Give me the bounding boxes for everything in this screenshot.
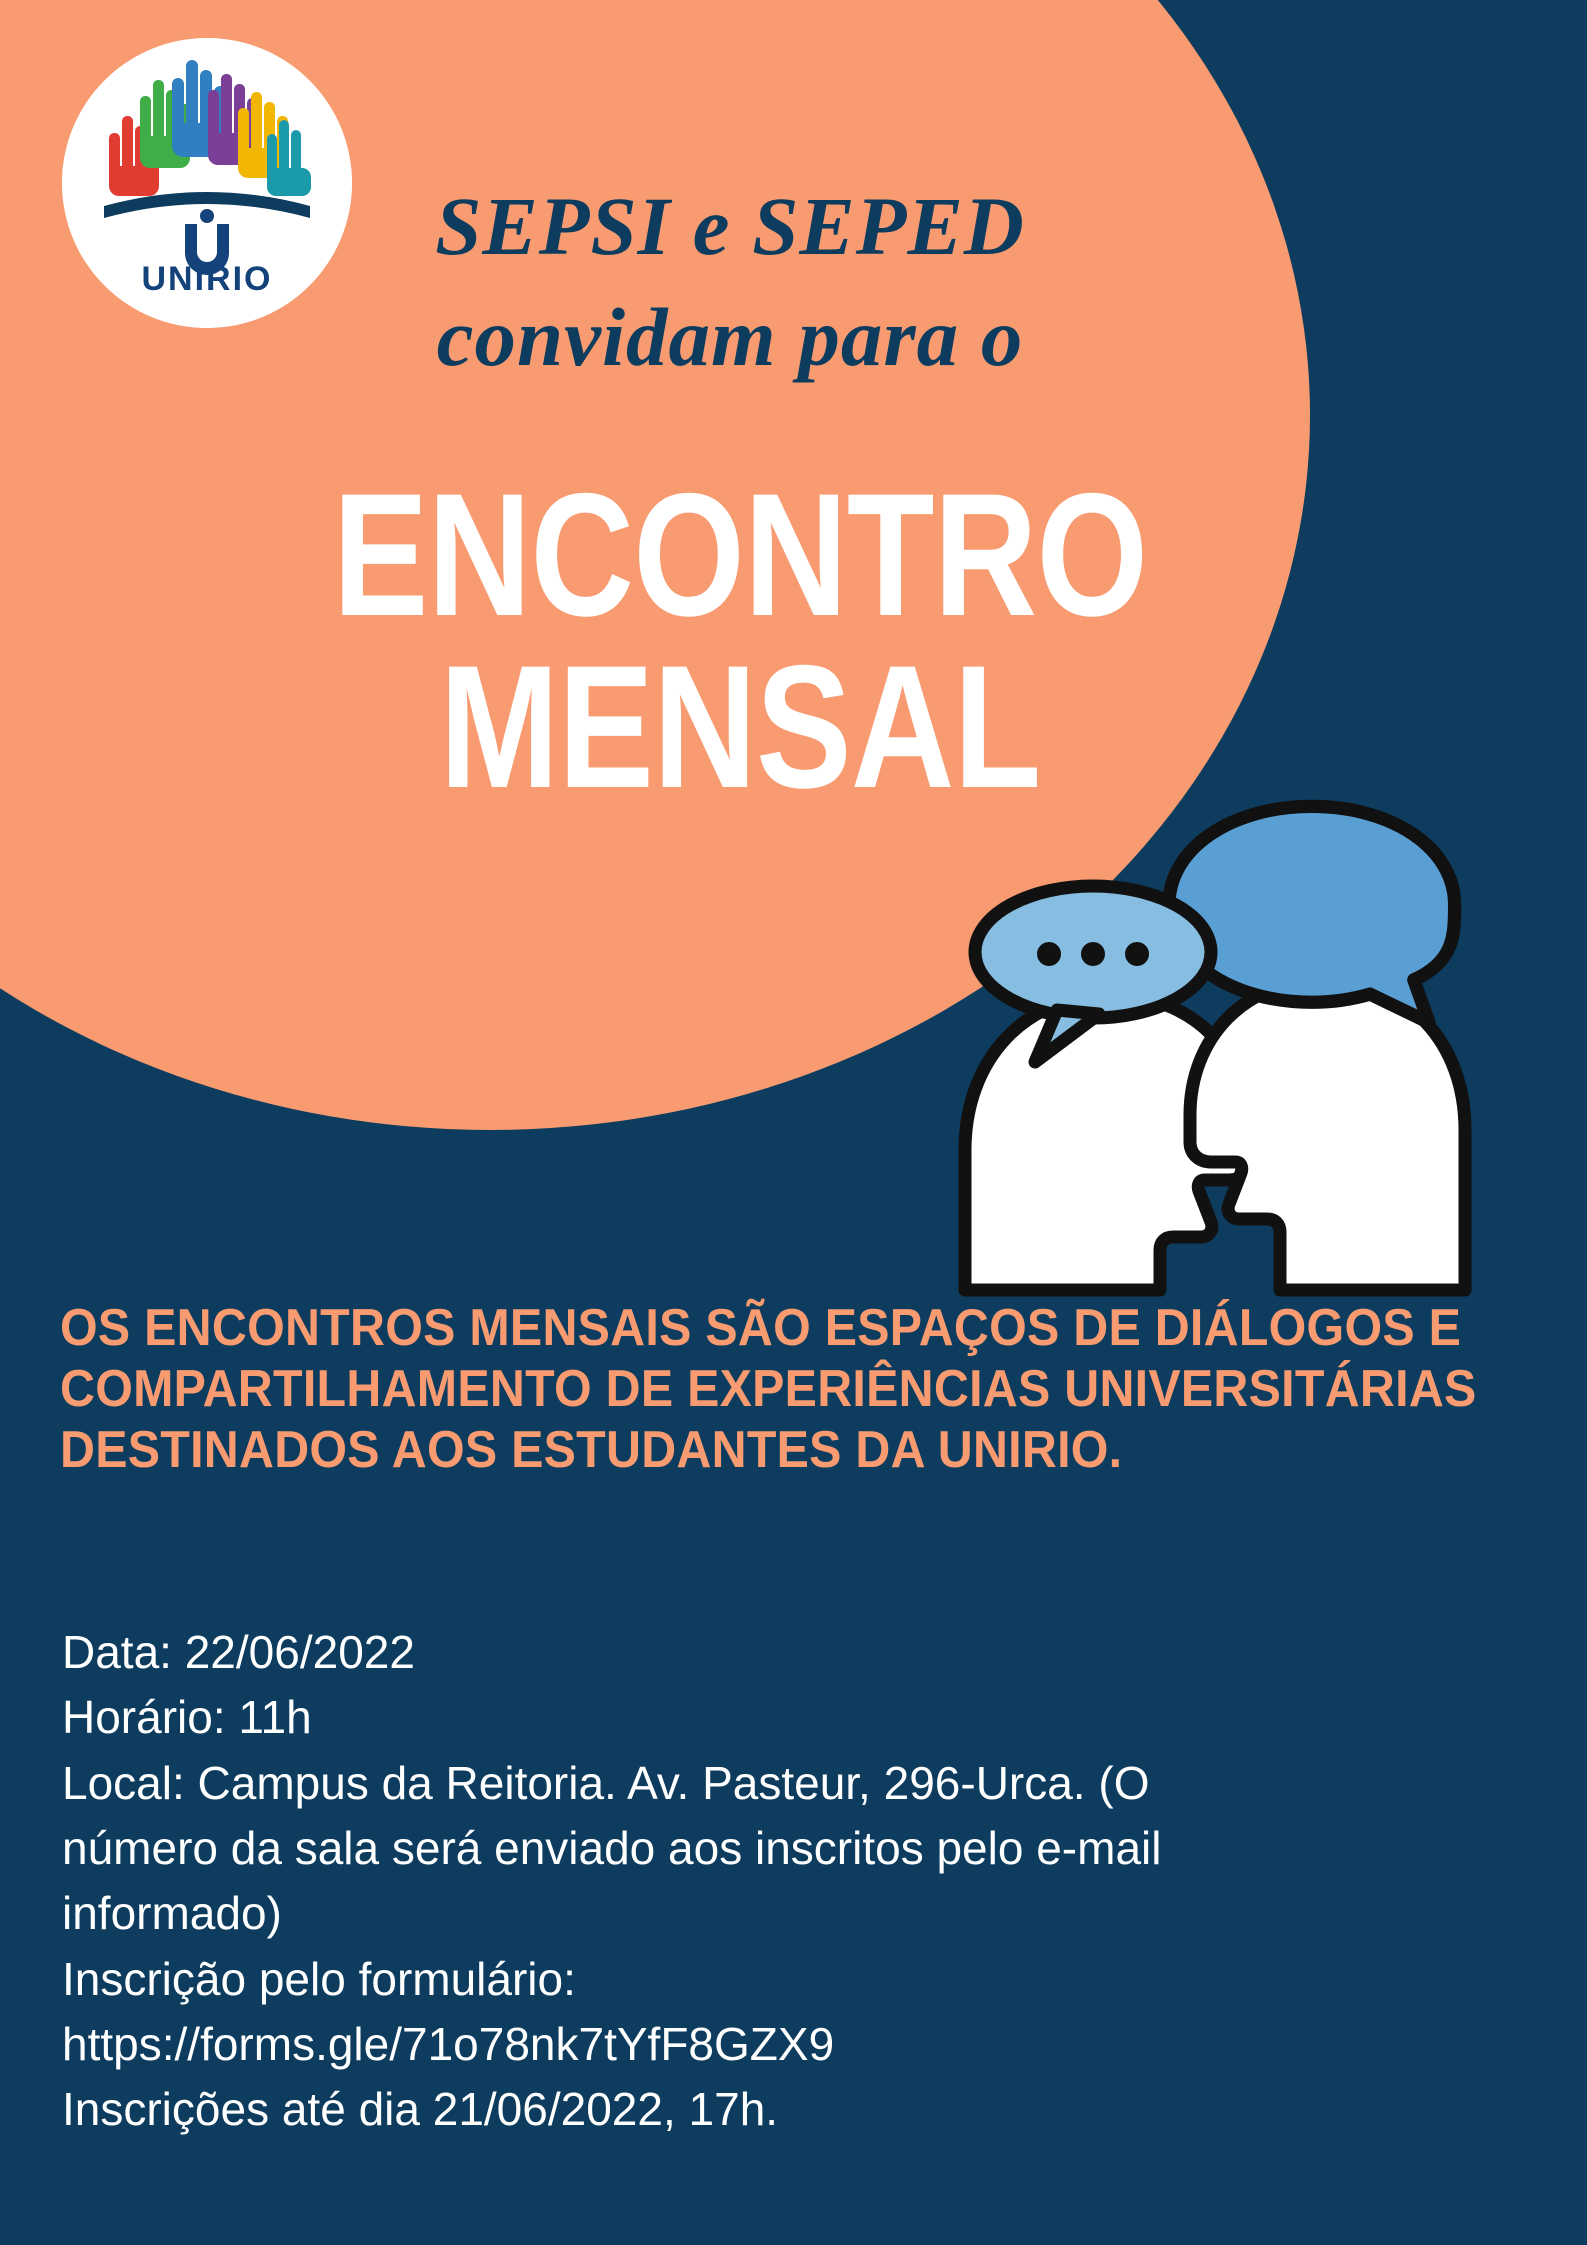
event-time: Horário: 11h	[62, 1691, 312, 1744]
registration-deadline: Inscrições até dia 21/06/2022, 17h.	[62, 2083, 779, 2136]
description-line-3: DESTINADOS AOS ESTUDANTES DA UNIRIO.	[60, 1420, 1123, 1479]
registration-link[interactable]: https://forms.gle/71o78nk7tYfF8GZX9	[62, 2017, 835, 2070]
description-line-1: OS ENCONTROS MENSAIS SÃO ESPAÇOS DE DIÁLOGOS E	[60, 1299, 1462, 1357]
event-location-line-1: Local: Campus da Reitoria. Av. Pasteur, 296-Urca. (O	[62, 1756, 1150, 1809]
headline-block	[230, 180, 1230, 390]
description-line-2: COMPARTILHAMENTO DE EXPERIÊNCIAS UNIVERSITÁRIAS	[60, 1359, 1477, 1418]
event-title-line-1: ENCONTRO	[332, 458, 1148, 653]
description-text	[60, 1298, 1477, 1480]
event-date: Data: 22/06/2022	[62, 1626, 415, 1678]
event-details	[62, 1620, 1482, 2143]
event-location-line-3: informado)	[62, 1887, 282, 1940]
headline-line-2: convidam para o	[436, 291, 1024, 383]
headline-line-1: SEPSI e SEPED	[435, 180, 1025, 272]
two-heads-talking-icon	[905, 790, 1485, 1310]
registration-label: Inscrição pelo formulário:	[62, 1952, 576, 2005]
dialogue-heads-illustration	[905, 790, 1485, 1310]
event-title-line-2: MENSAL	[439, 629, 1041, 825]
svg-text:UNIRIO: UNIRIO	[141, 260, 273, 298]
event-location-line-2: número da sala será enviado aos inscritos pelo e-mail	[62, 1821, 1162, 1874]
event-title	[305, 458, 1174, 825]
